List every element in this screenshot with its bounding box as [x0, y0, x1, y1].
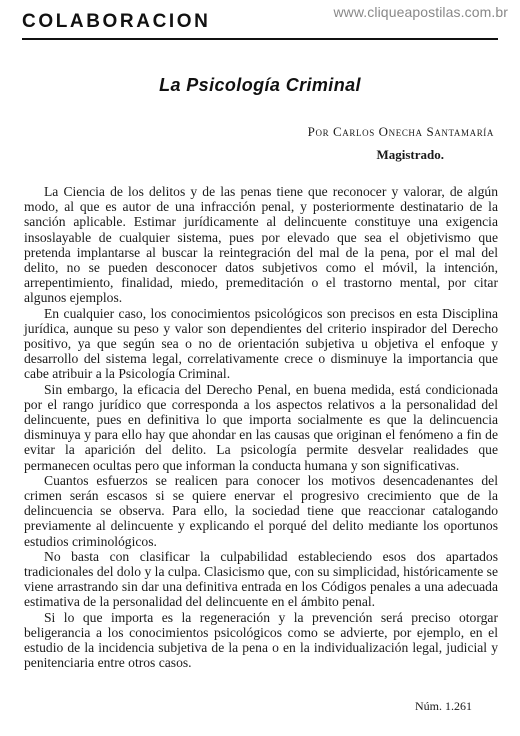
watermark: www.cliqueapostilas.com.br: [333, 4, 508, 20]
page-number: Núm. 1.261: [415, 699, 472, 713]
article-body: [24, 184, 498, 671]
section-label: COLABORACION: [22, 11, 211, 32]
paragraph: No basta con clasificar la culpabilidad estableciendo esos dos apartados tradicionales del dolo y la culpa. Clasicismo que, con su simplicidad, históricamente se viene arrastrando sin dar una definitiva entrada en los Códigos penales a una adecuada estimativa de la personalidad del delincuente en el ámbito penal.: [24, 548, 498, 610]
section-divider: [22, 38, 498, 40]
author-byline: Por Carlos Onecha Santamaría: [307, 124, 494, 139]
paragraph: Sin embargo, la eficacia del Derecho Penal, en buena medida, está condicionada por el rango jurídico que corresponda a los aspectos relativos a la personalidad del delincuente, pues en definitiva lo que importa socialmente es que la delincuencia disminuya y para ello hay que ahondar en las causas que originan el fenómeno a fin de evitar la aparición del delito. La psicología permite desvelar realidades que permanecen ocultas pero que informan la conducta humana y son significativas.: [24, 381, 498, 473]
paragraph: La Ciencia de los delitos y de las penas tiene que reconocer y valorar, de algún modo, al que es autor de una infracción penal, y posteriormente destinatario de la sanción aplicable. Estimar jurídicamente al delincuente constituye una exigencia insoslayable de cualquier sistema, pues por elevado que sea el objetivismo que pretenda implantarse al buscar la reintegración del mal de la pena, por el mal del delito, no se pueden desconocer datos subjetivos como el móvil, la intención, arrepentimiento, finalidad, miedo, premeditación o el trastorno mental, por citar algunos ejemplos.: [24, 184, 498, 306]
paragraph: En cualquier caso, los conocimientos psicológicos son precisos en esta Disciplina jurídica, aunque su peso y valor son dependientes del criterio inspirador del Derecho positivo, ya que según sea o no de orientación subjetiva u objetiva el enfoque y desarrollo del sistema legal, correlativamente crece o disminuye la importancia que cabe atribuir a la Psicología Criminal.: [24, 305, 498, 382]
author-role: Magistrado.: [376, 147, 444, 162]
paragraph: Si lo que importa es la regeneración y la prevención será preciso otorgar beligerancia a los conocimientos psicológicos como se advierte, por ejemplo, en el estudio de la incidencia subjetiva de la pena o en la individualización legal, judicial y penitenciaria entre otros casos.: [24, 609, 498, 671]
article-title: La Psicología Criminal: [159, 75, 361, 95]
paragraph: Cuantos esfuerzos se realicen para conocer los motivos desencadenantes del crimen serán escasos si se quiere enervar el progresivo crecimiento que de la delincuencia se observa. Para ello, la sociedad tiene que reaccionar catalogando previamente al delincuente y explicando el porqué del delito mediante los oportunos estudios criminológicos.: [24, 472, 498, 549]
